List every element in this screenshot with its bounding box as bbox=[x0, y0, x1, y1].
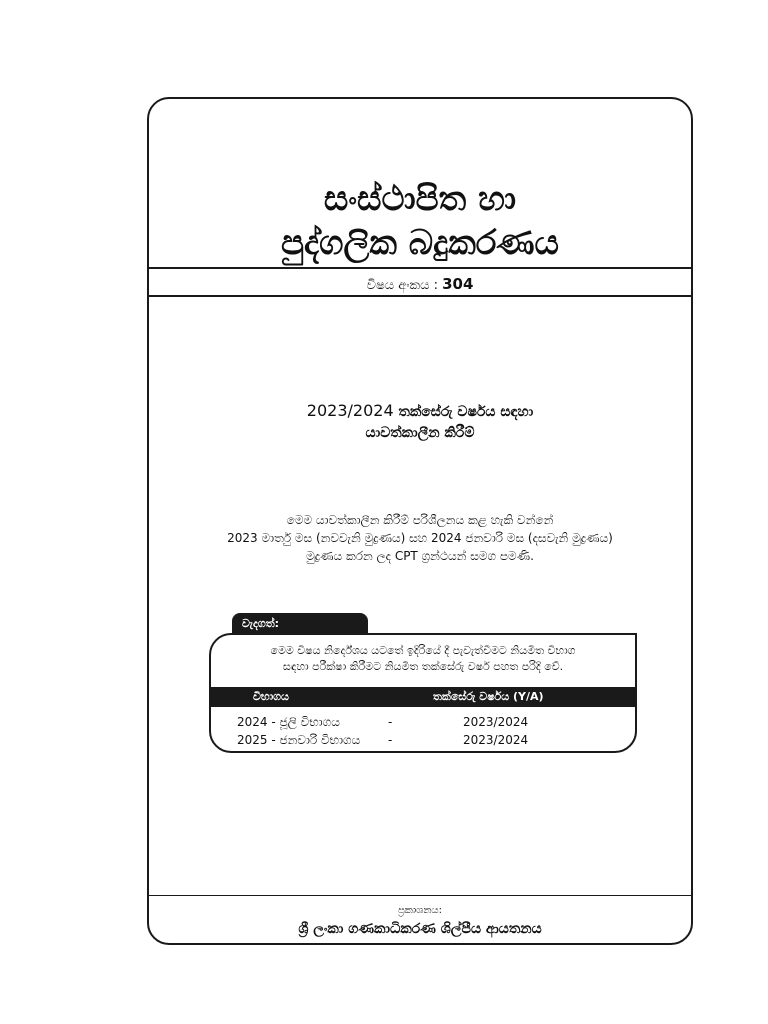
publisher-name: ශ්‍රී ලංකා ගණකාධිකරණ ශිල්පීය ආයතනය bbox=[298, 921, 542, 937]
note-line: මුද්‍රණය කරන ලද CPT ග්‍රන්ථයන් සමග පමණි. bbox=[306, 549, 534, 563]
divider-top bbox=[149, 267, 691, 269]
table-row bbox=[211, 731, 635, 749]
notice-tab: වැදගත්: bbox=[232, 613, 368, 635]
page-frame bbox=[147, 97, 693, 945]
notice-line: මෙම විෂය නිර්දේශය යටතේ ඉදිරියේ දී පැවැත්වීමට නියමිත විභාග bbox=[270, 644, 576, 657]
table-row bbox=[211, 713, 635, 731]
notice-line: සඳහා පරීක්ෂා කිරීමට නියමිත තක්සේරු වර්ෂ පහත පරිදි වේ. bbox=[282, 660, 564, 673]
subject-code-label: විෂය අංකය : bbox=[366, 278, 443, 293]
divider-code bbox=[149, 295, 691, 297]
year-cell: 2023/2024 bbox=[463, 715, 529, 729]
year-suffix: තක්සේරු වර්ෂය සඳහා bbox=[393, 404, 534, 420]
year-cell: 2023/2024 bbox=[463, 733, 529, 747]
publisher-label: ප්‍රකාශනය: bbox=[397, 905, 442, 916]
table-header bbox=[211, 687, 635, 707]
notice-box bbox=[209, 633, 637, 753]
subject-code bbox=[149, 275, 691, 293]
note-line: 2023 මාර්තු මස (නවවැනි මුද්‍රණය) සහ 2024 ජනවාරි මස (දසවැනි මුද්‍රණය) bbox=[227, 531, 613, 545]
exam-cell: 2025 - ජනවාරි විභාගය bbox=[237, 733, 361, 747]
heading-updates: යාවත්කාලීන කිරීම් bbox=[365, 425, 475, 441]
subject-code-value: 304 bbox=[442, 275, 474, 293]
notice-text bbox=[211, 643, 635, 675]
year-text: 2023/2024 bbox=[306, 401, 394, 420]
sep-cell: - bbox=[388, 715, 393, 729]
usage-note bbox=[149, 511, 691, 565]
title-line-1: සංස්ථාපිත හා bbox=[323, 179, 517, 219]
col-exam-header: විභාගය bbox=[253, 690, 289, 703]
divider-bottom bbox=[149, 895, 691, 896]
heading-year bbox=[149, 401, 691, 420]
sep-cell: - bbox=[388, 733, 393, 747]
note-line: මෙම යාවත්කාලීන කිරීම් පරිශීලනය කළ හැකි වන්නේ bbox=[286, 513, 554, 527]
title-line-2: පුද්ගලික බදුකරණය bbox=[281, 223, 559, 263]
col-year-header: තක්සේරු වර්ෂය (Y/A) bbox=[433, 690, 544, 703]
exam-cell: 2024 - ජූලි විභාගය bbox=[237, 715, 340, 729]
